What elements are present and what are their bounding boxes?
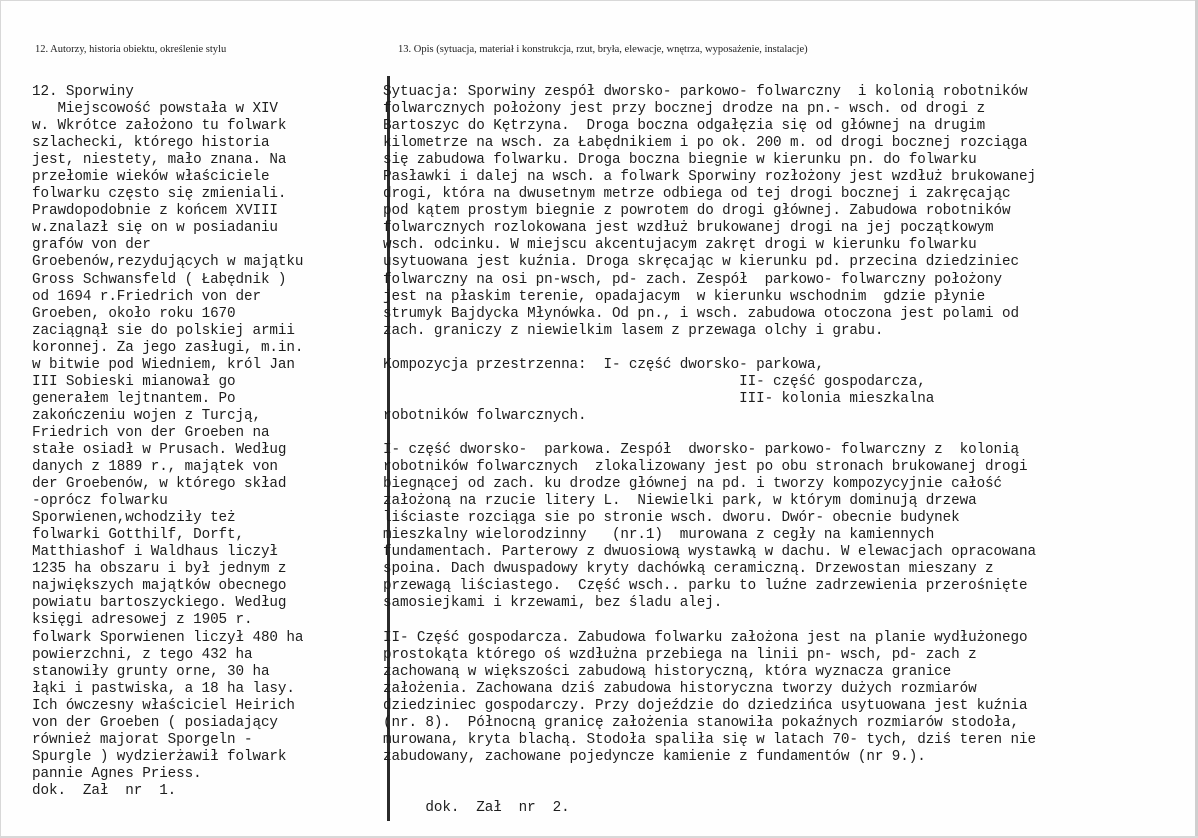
description-text-line: jest na płaskim terenie, opadajacym w kierunku wschodnim gdzie płynie xyxy=(383,288,986,305)
history-text-line: stałe osiadł w Prusach. Według xyxy=(32,441,287,458)
description-text-line: folwarczny na osi pn-wsch, pd- zach. Zespół parkowo- folwarczny położony xyxy=(383,271,1003,288)
header-description: 13. Opis (sytuacja, materiał i konstrukcja, rzut, bryła, elewacje, wnętrza, wyposażenie, instalacje) xyxy=(398,44,808,55)
history-text-column xyxy=(32,84,303,800)
description-paragraph xyxy=(383,357,1036,425)
description-paragraph xyxy=(383,630,1036,766)
description-text-line: folwarcznych położony jest przy bocznej drodze na pn.- wsch. od drogi z xyxy=(383,101,986,118)
history-text-line: od 1694 r.Friedrich von der xyxy=(32,288,261,305)
history-text-line: księgi adresowej z 1905 r. xyxy=(32,612,253,629)
description-text-line: prostokąta którego oś wzdłużna przebiega na linii pn- wsch, pd- zach z xyxy=(383,646,977,663)
history-text-line: jest, niestety, mało znana. Na xyxy=(32,152,287,169)
history-text-line: 12. Sporwiny xyxy=(32,84,134,100)
history-text-line: największych majątków obecnego xyxy=(32,578,287,595)
description-text-line: robotników folwarcznych zlokalizowany jest po obu stronach brukowanej drogi xyxy=(383,459,1028,476)
description-text-line: kilometrze na wsch. za Łabędnikiem i po ok. 200 m. od drogi bocznej rozciąga xyxy=(383,135,1028,152)
description-text-line: wsch. odcinku. W miejscu akcentujacym zakręt drogi w kierunku folwarku xyxy=(383,237,977,254)
history-text-line: der Groebenów, w którego skład xyxy=(32,476,287,493)
description-text-line: Pasławki i dalej na wsch. a folwark Sporwiny rozłożony jest wzdłuż brukowanej xyxy=(383,169,1036,186)
description-text-line: folwarcznych rozlokowana jest wzdłuż brukowanej drogi na jej początkowym xyxy=(383,220,994,237)
history-text-line: Groeben, około roku 1670 xyxy=(32,305,236,322)
history-text-line: powierzchni, z tego 432 ha xyxy=(32,646,253,663)
description-text-line: robotników folwarcznych. xyxy=(383,407,587,424)
paragraph-gap xyxy=(383,612,1036,629)
history-text-line: folwark Sporwienen liczył 480 ha xyxy=(32,629,304,646)
history-text-line: pannie Agnes Priess. xyxy=(32,765,202,782)
history-text-line: łąki i pastwiska, a 18 ha lasy. xyxy=(32,680,295,697)
history-text-line: folwarki Gotthilf, Dorft, xyxy=(32,527,244,544)
history-text-line: szlachecki, którego historia xyxy=(32,135,270,152)
history-text-line: dok. Zał nr 1. xyxy=(32,782,177,799)
description-text-line: zach. graniczy z niewielkim lasem z przewaga olchy i grabu. xyxy=(383,322,884,339)
description-paragraph xyxy=(383,84,1036,340)
description-text-line: założenia. Zachowana dziś zabudowa historyczna tworzy dużych rozmiarów xyxy=(383,680,977,697)
history-text-line: von der Groeben ( posiadający xyxy=(32,714,278,731)
description-paragraph xyxy=(383,442,1036,612)
description-text-line: pod kątem prostym biegnie z powrotem do drogi głównej. Zabudowa robotników xyxy=(383,203,1011,220)
description-text-line: założoną na rzucie litery L. Niewielki park, w którym dominują drzewa xyxy=(383,493,977,510)
description-text-line: I- część dworsko- parkowa. Zespół dworsko- parkowo- folwarczny z kolonią xyxy=(383,441,1019,458)
description-paragraph xyxy=(383,783,1036,817)
history-text-line: folwarku często się zmieniali. xyxy=(32,186,287,203)
history-text-line: również majorat Sporgeln - xyxy=(32,731,253,748)
description-text-line: liściaste rozciąga sie po stronie wsch. dworu. Dwór- obecnie budynek xyxy=(383,510,960,527)
history-text-line: zakończeniu wojen z Turcją, xyxy=(32,407,261,424)
history-text-line: generałem lejtnantem. Po xyxy=(32,390,236,407)
description-text-line: przewagą liściastego. Część wsch.. parku to luźne zadrzewienia przerośnięte xyxy=(383,578,1028,595)
description-text-line: dziedziniec gospodarczy. Przy dojeździe do dziedzińca usytuowana jest kuźnia xyxy=(383,697,1028,714)
description-text-line: III- kolonia mieszkalna xyxy=(383,390,935,407)
history-text-line: w.znalazł się on w posiadaniu xyxy=(32,220,278,237)
history-text-line: 1235 ha obszaru i był jednym z xyxy=(32,561,287,578)
history-text-line: Miejscowość powstała w XIV xyxy=(32,101,278,118)
description-text-line: usytuowana jest kuźnia. Droga skręcając w kierunku pd. przecina dziedziniec xyxy=(383,254,1019,271)
description-text-line: drogi, która na dwusetnym metrze odbiega od tej drogi bocznej i zakręcając xyxy=(383,186,1011,203)
history-text-line: Spurgle ) wydzierżawił folwark xyxy=(32,748,287,765)
history-text-line: Matthiashof i Waldhaus liczył xyxy=(32,544,278,561)
history-text-line: Friedrich von der Groeben na xyxy=(32,424,270,441)
history-text-line: w bitwie pod Wiedniem, król Jan xyxy=(32,356,295,373)
description-text-line: zachowaną w większości zabudową historyczną, która wyznacza granice xyxy=(383,663,952,680)
description-text-line: się zabudowa folwarku. Droga boczna biegnie w kierunku pn. do folwarku xyxy=(383,152,977,169)
history-text-line: Groebenów,rezydujących w majątku xyxy=(32,254,304,271)
history-text-line: Gross Schwansfeld ( Łabędnik ) xyxy=(32,271,287,288)
paragraph-gap xyxy=(383,425,1036,442)
description-text-line: spoina. Dach dwuspadowy kryty dachówką ceramiczną. Drzewostan mieszany z xyxy=(383,561,994,578)
history-text-line: stanowiły grunty orne, 30 ha xyxy=(32,663,270,680)
history-text-line: Prawdopodobnie z końcem XVIII xyxy=(32,203,278,220)
history-text-line: danych z 1889 r., majątek von xyxy=(32,459,278,476)
description-text-line: II- Część gospodarcza. Zabudowa folwarku założona jest na planie wydłużonego xyxy=(383,629,1028,646)
paragraph-gap xyxy=(383,340,1036,357)
history-text-line: grafów von der xyxy=(32,237,151,254)
description-text-line: Sytuacja: Sporwiny zespół dworsko- parkowo- folwarczny i kolonią robotników xyxy=(383,84,1028,100)
history-text-line: powiatu bartoszyckiego. Według xyxy=(32,595,287,612)
description-text-line: strumyk Bajdycka Młynówka. Od pn., i wsch. zabudowa otoczona jest polami od xyxy=(383,305,1019,322)
description-text-line: Kompozycja przestrzenna: I- część dworsko- parkowa, xyxy=(383,356,824,373)
history-text-line: zaciągnął sie do polskiej armii xyxy=(32,322,295,339)
history-text-line: przełomie wieków właściciele xyxy=(32,169,270,186)
history-text-line: Sporwienen,wchodziły też xyxy=(32,510,236,527)
description-text-line: Bartoszyc do Kętrzyna. Droga boczna odgałęzia się od głównej na drugim xyxy=(383,118,986,135)
paragraph-gap xyxy=(383,766,1036,783)
description-text-line: zabudowany, zachowane pojedyncze kamienie z fundamentów (nr 9.). xyxy=(383,748,926,765)
description-text-line: biegnącej od zach. ku drodze głównej na pd. i tworzy kompozycyjnie całość xyxy=(383,476,1003,493)
description-text-line: mieszkalny wielorodzinny (nr.1) murowana z cegły na kamiennych xyxy=(383,527,935,544)
description-text-line: fundamentach. Parterowy z dwuosiową wystawką w dachu. W elewacjach opracowana xyxy=(383,544,1036,561)
history-text-line: koronnej. Za jego zasługi, m.in. xyxy=(32,339,304,356)
description-text-line: samosiejkami i krzewami, bez śladu alej. xyxy=(383,595,723,612)
description-text-line: II- część gospodarcza, xyxy=(383,373,926,390)
history-text-line: III Sobieski mianował go xyxy=(32,373,236,390)
description-text-line: dok. Zał nr 2. xyxy=(383,799,570,816)
description-text-line xyxy=(383,783,1036,800)
history-text-line: w. Wkrótce założono tu folwark xyxy=(32,118,287,135)
history-text-line: -oprócz folwarku xyxy=(32,493,168,510)
header-authors-history: 12. Autorzy, historia obiektu, określenie stylu xyxy=(35,44,227,55)
description-text-column xyxy=(383,84,1036,817)
description-text-line: (nr. 8). Północną granicę założenia stanowiła pokaźnych rozmiarów stodoła, xyxy=(383,714,1019,731)
history-text-line: Ich ówczesny właściciel Heirich xyxy=(32,697,295,714)
description-text-line: murowana, kryta blachą. Stodoła spaliła się w latach 70- tych, dziś teren nie xyxy=(383,731,1036,748)
